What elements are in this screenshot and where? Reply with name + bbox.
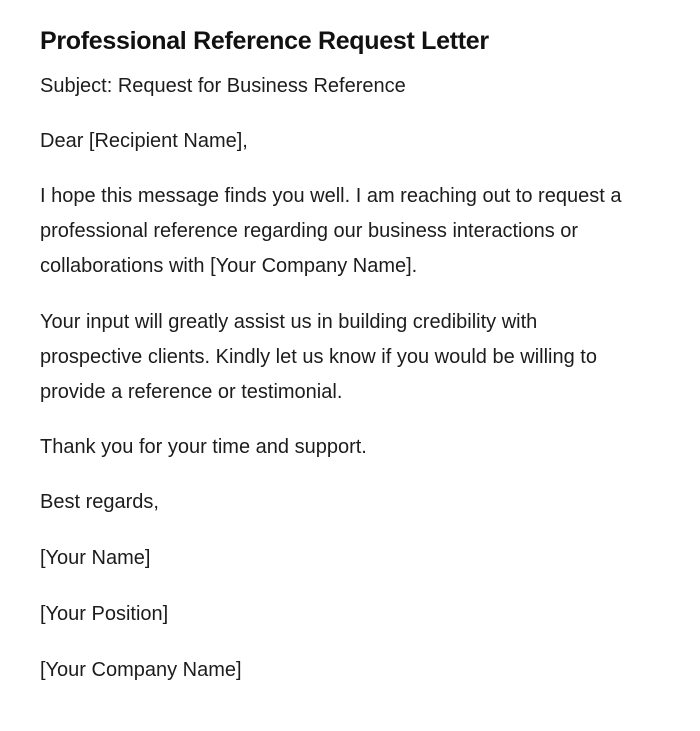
letter-closing: Best regards,: [40, 491, 159, 513]
signature-position: [Your Position]: [40, 603, 169, 625]
letter-document: [40, 24, 640, 688]
signature-company: [Your Company Name]: [40, 659, 242, 681]
signature-name: [Your Name]: [40, 547, 151, 569]
letter-subject: Subject: Request for Business Reference: [40, 75, 406, 97]
letter-paragraph-request: Your input will greatly assist us in building credibility with prospective clients. Kindly let us know if you would be willing to provide a reference or testimonial.: [40, 311, 597, 403]
letter-thanks: Thank you for your time and support.: [40, 436, 367, 458]
letter-title: Professional Reference Request Letter: [40, 27, 489, 55]
letter-greeting: Dear [Recipient Name],: [40, 130, 248, 152]
letter-paragraph-intro: I hope this message finds you well. I am reaching out to request a professional reference regarding our business interactions or collaborations with [Your Company Name].: [40, 185, 622, 277]
